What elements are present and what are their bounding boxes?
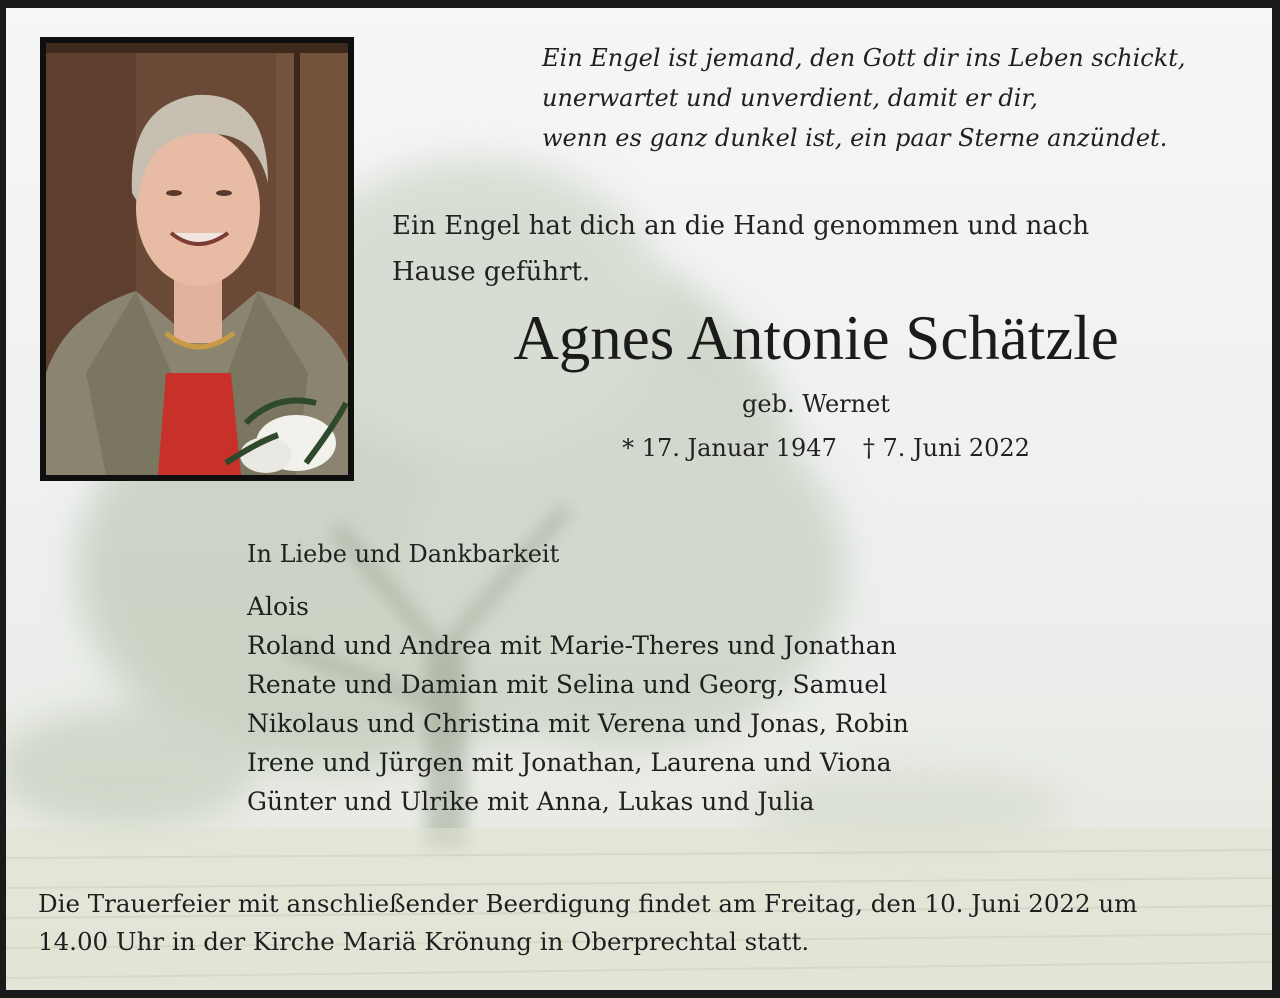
list-item: Roland und Andrea mit Marie-Theres und Jonathan <box>247 631 897 660</box>
quote-line: wenn es ganz dunkel ist, ein paar Sterne anzündet. <box>542 124 1168 152</box>
funeral-info <box>38 885 1258 961</box>
list-item: Günter und Ulrike mit Anna, Lukas und Julia <box>247 787 815 816</box>
list-item: Renate und Damian mit Selina und Georg, Samuel <box>247 670 888 699</box>
obituary-card <box>6 8 1272 990</box>
deceased-name: Agnes Antonie Schätzle <box>513 303 1119 373</box>
quote-block <box>542 38 1262 158</box>
birth-date: * 17. Januar 1947 <box>622 434 837 462</box>
list-item: Irene und Jürgen mit Jonathan, Laurena und Viona <box>247 748 892 777</box>
quote-line: Ein Engel ist jemand, den Gott dir ins Leben schickt, <box>542 44 1186 72</box>
lead-text <box>392 203 1252 295</box>
portrait-photo <box>46 43 348 475</box>
funeral-line: Die Trauerfeier mit anschließender Beerdigung findet am Freitag, den 10. Juni 2022 um <box>38 889 1138 918</box>
funeral-line: 14.00 Uhr in der Kirche Mariä Krönung in Oberprechtal statt. <box>38 927 810 956</box>
lead-line: Ein Engel hat dich an die Hand genommen und nach <box>392 211 1090 241</box>
mourners-intro: In Liebe und Dankbarkeit <box>247 540 560 568</box>
lead-line: Hause geführt. <box>392 257 591 287</box>
quote-line: unerwartet und unverdient, damit er dir, <box>542 84 1038 112</box>
birth-name: geb. Wernet <box>742 390 890 418</box>
list-item: Alois <box>247 592 309 621</box>
life-dates <box>526 430 1126 466</box>
mourners-list <box>247 587 1147 821</box>
portrait-photo-frame <box>40 37 354 481</box>
list-item: Nikolaus und Christina mit Verena und Jonas, Robin <box>247 709 909 738</box>
death-date: † 7. Juni 2022 <box>862 434 1030 462</box>
